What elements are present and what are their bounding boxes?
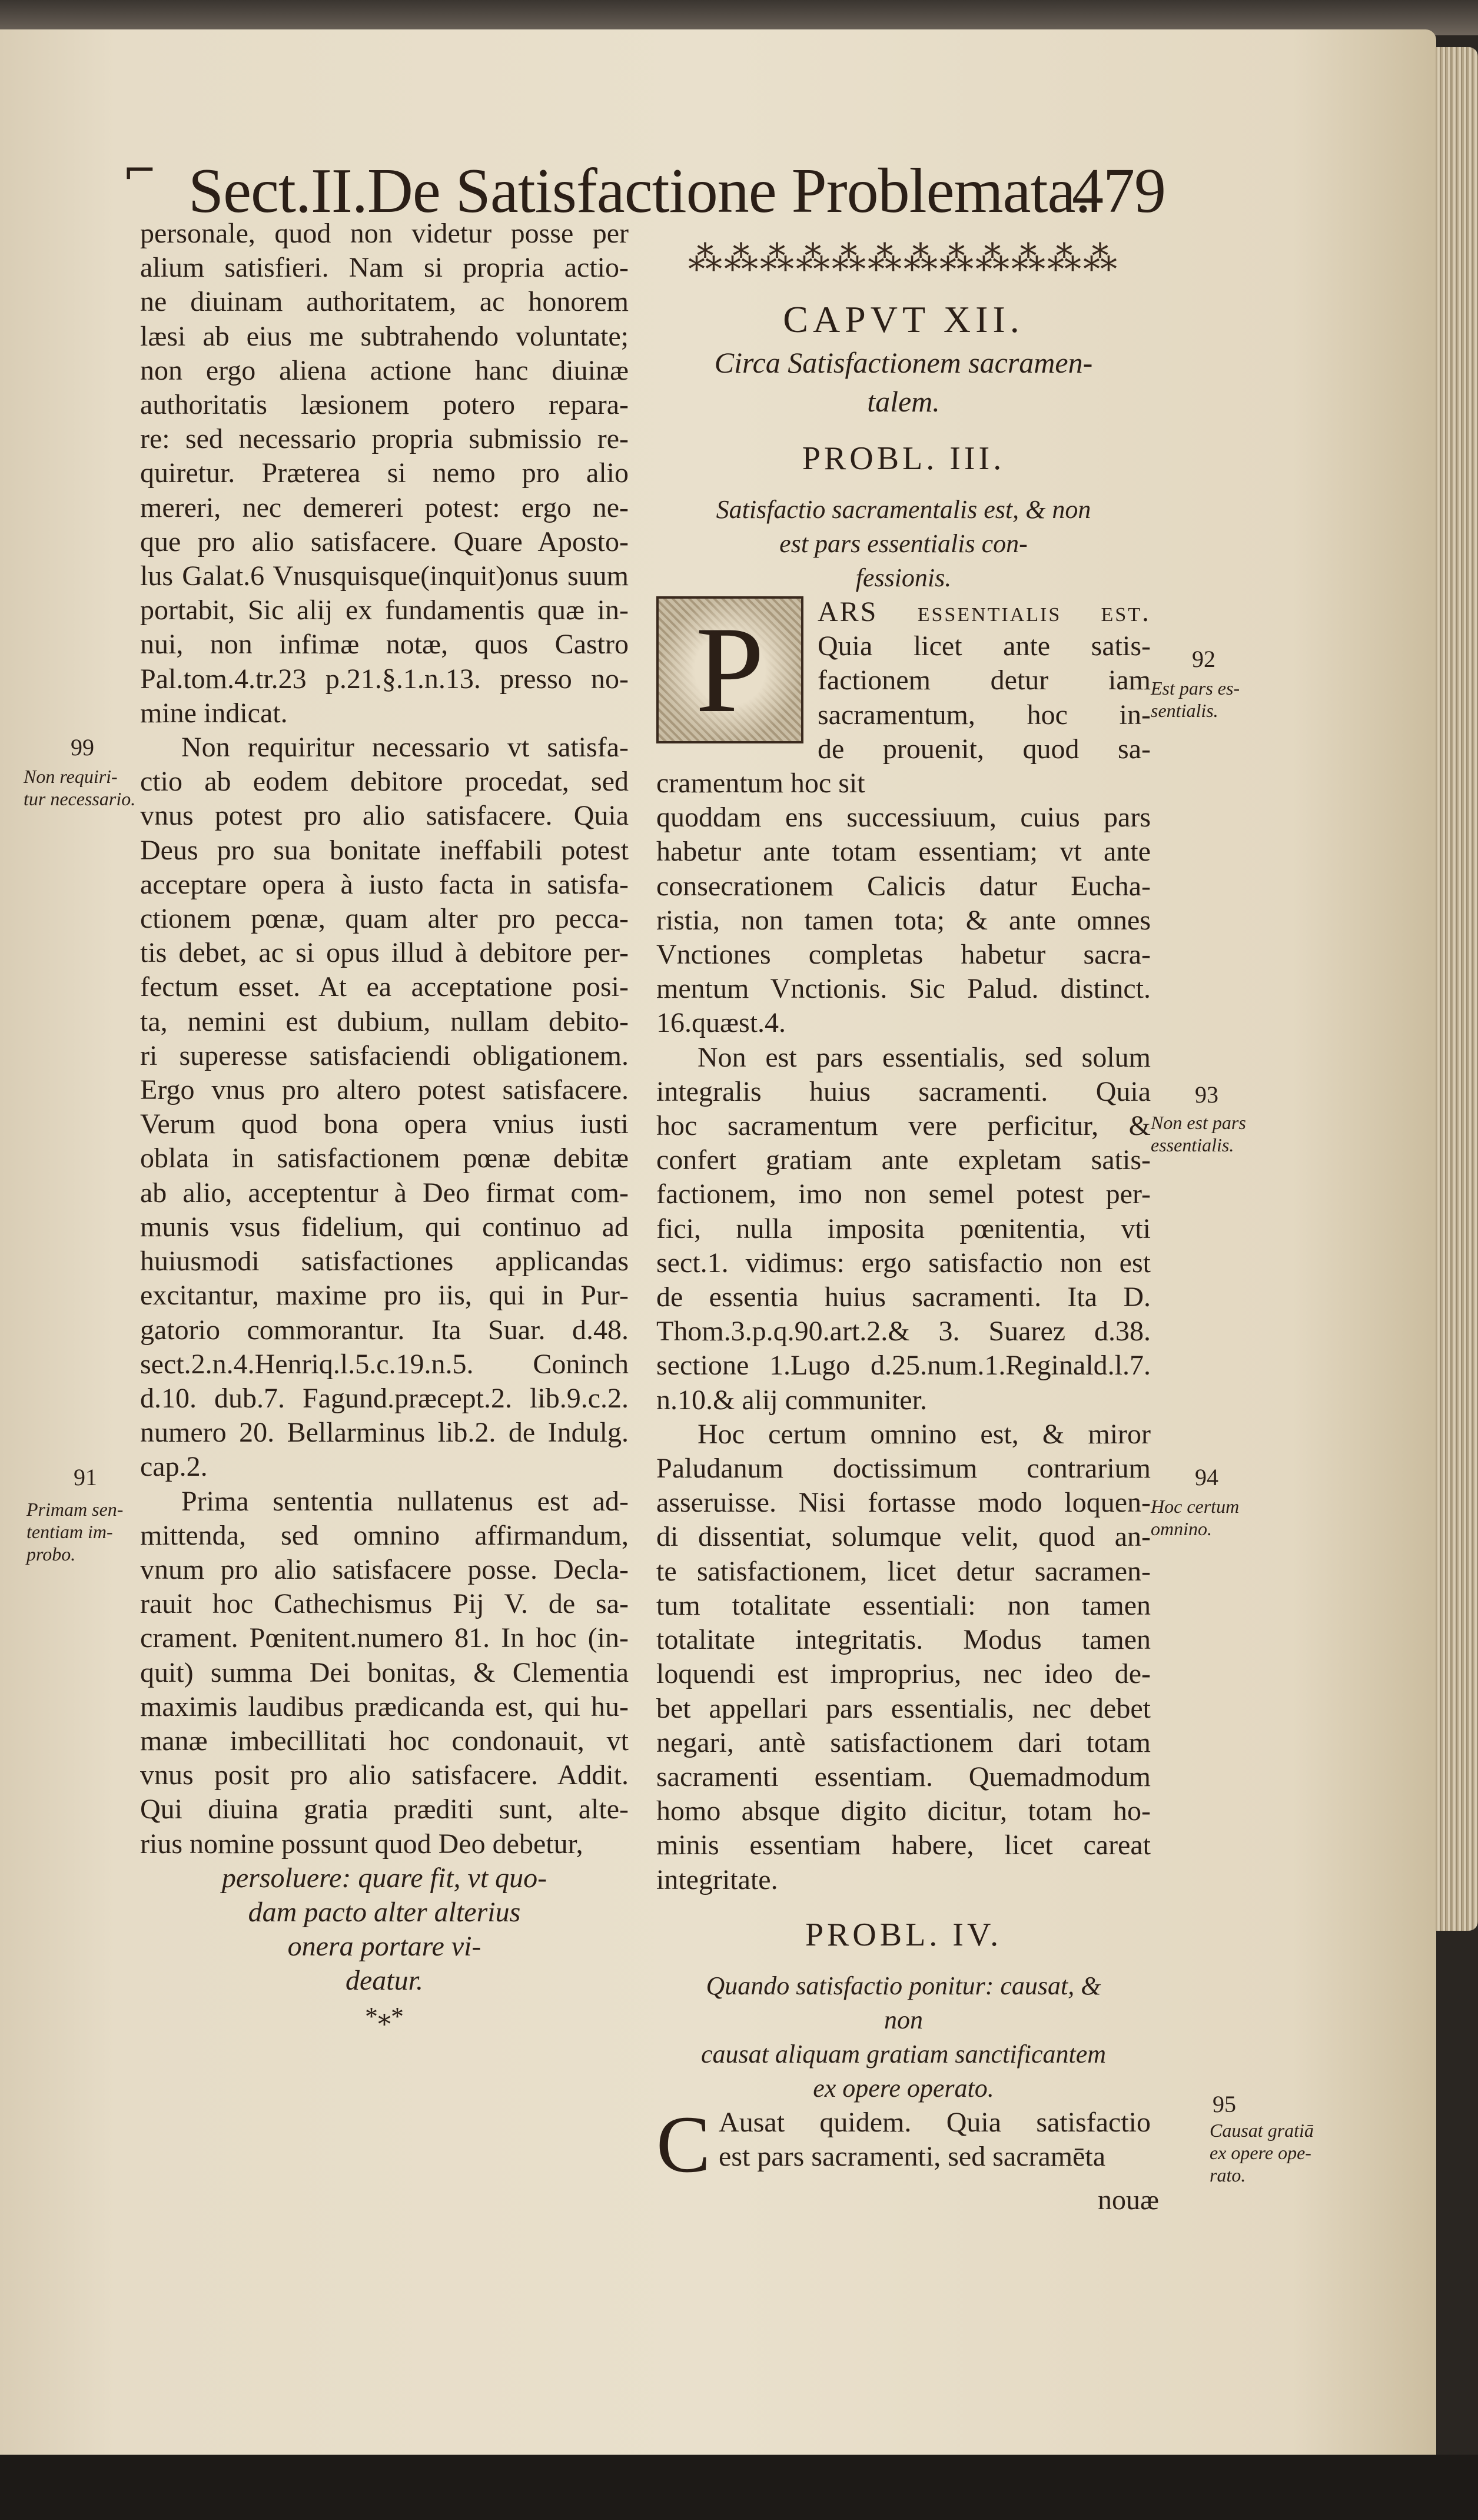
text-line: integralis huius sacramenti. Quia [656, 1075, 1151, 1107]
left-paragraph-1 [140, 217, 629, 731]
margin-note-91: Primam sen- tentiam im- probo. [26, 1499, 124, 1565]
text-line: sectione 1.Lugo d.25.num.1.Reginald.l.7. [656, 1350, 1151, 1382]
left-paragraph-3 [140, 1485, 629, 1861]
text-line: rius nomine possunt quod Deo debetur, [140, 1828, 583, 1860]
margin-number-92: 92 [1192, 646, 1215, 672]
stars-ornament: *⁎* [365, 2001, 404, 2031]
text-line: que pro alio satisfacere. Quare Aposto- [140, 526, 629, 557]
text-line: ri superesse satisfaciendi obligationem. [140, 1040, 629, 1071]
text-line: cap.2. [140, 1451, 208, 1483]
text-line: sacramenti essentiam. Quemadmodum [656, 1761, 1151, 1792]
text-line: factionem, imo non semel potest per- [656, 1178, 1151, 1210]
page-number: 479 [1072, 156, 1165, 226]
margin-note-93: Non est pars essentialis. [1151, 1112, 1246, 1156]
margin-number-94: 94 [1195, 1464, 1218, 1490]
right-paragraph-2 [656, 1041, 1151, 1417]
text-line: d.10. dub.7. Fagund.præcept.2. lib.9.c.2. [140, 1382, 629, 1414]
chapter-title: CAPVT XII. [783, 298, 1024, 340]
margin-note-99: Non requiri- tur necessario. [24, 766, 136, 809]
text-line: læsi ab eius me subtrahendo voluntate; [140, 320, 629, 352]
text-line: ex opere operato. [813, 2073, 994, 2103]
text-line: excitantur, maxime pro iis, qui in Pur- [140, 1280, 629, 1312]
text-line: acceptare opera à iusto facta in satisfa- [140, 868, 629, 900]
problem-3-subtitle [656, 493, 1151, 595]
text-line: confert gratiam ante expletam satis- [656, 1144, 1151, 1176]
text-line: munis vsus fidelium, qui continuo ad [140, 1211, 629, 1243]
text-line: Quando satisfactio ponitur: causat, & non [706, 1971, 1101, 2034]
text-line: sect.2.n.4.Henriq.l.5.c.19.n.5. Coninch [140, 1348, 629, 1380]
text-line: Hoc certum omnino est, & miror [698, 1418, 1151, 1450]
text-line: de prouenit, quod sa- [818, 733, 1151, 765]
initial-c: C [656, 2099, 711, 2189]
margin-number-93: 93 [1195, 1081, 1218, 1108]
text-line: de essentia huius sacramenti. Ita D. [656, 1281, 1151, 1313]
text-line: fici, nulla imposita pœnitentia, vti [656, 1213, 1151, 1244]
text-line: est pars sacramenti, sed sacramēta [719, 2140, 1106, 2172]
right-paragraph-3 [656, 1417, 1151, 1897]
margin-number-95: 95 [1213, 2091, 1236, 2117]
text-line: integritate. [656, 1864, 778, 1895]
text-line: ctio ab eodem debitore procedat, sed [140, 766, 629, 798]
text-line: mereri, nec demereri potest: ergo ne- [140, 492, 629, 523]
text-line: quoddam ens successiuum, cuius pars [656, 802, 1151, 834]
text-line: ctionem pœnæ, quam alter pro pecca- [140, 903, 629, 935]
text-line: hoc sacramentum vere perficitur, & [656, 1110, 1151, 1142]
text-line: deatur. [346, 1965, 423, 1997]
text-line: persoluere: quare fit, vt quo- [221, 1862, 547, 1894]
ornament-band: ⁂⁂⁂⁂⁂⁂⁂⁂⁂⁂⁂⁂ [688, 240, 1119, 278]
text-line: consecrationem Calicis datur Eucha- [656, 870, 1151, 902]
text-line: mittenda, sed omnino affirmandum, [140, 1519, 629, 1551]
text-line: di dissentiat, solumque velit, quod an- [656, 1521, 1151, 1553]
text-line: non ergo aliena actione hanc diuinæ [140, 354, 629, 386]
ornamental-initial: P [656, 596, 803, 743]
margin-note-94: Hoc certum omnino. [1151, 1496, 1240, 1539]
margin-number-99: 99 [71, 734, 94, 761]
text-line: mentum Vnctionis. Sic Palud. distinct. [656, 973, 1151, 1005]
text-line: tis debet, ac si opus illud à debitore per- [140, 937, 629, 969]
text-line: Vnctiones completas habetur sacra- [656, 939, 1151, 971]
text-line: homo absque digito dicitur, totam ho- [656, 1795, 1151, 1827]
bottom-edge [0, 2455, 1478, 2520]
text-line: dam pacto alter alterius [248, 1896, 521, 1928]
running-head [188, 156, 1165, 227]
text-line: fessionis. [855, 563, 952, 592]
margin-number-91: 91 [74, 1464, 97, 1490]
right-paragraph-1-body [656, 801, 1151, 1040]
text-line: Quia licet ante satis- [818, 630, 1151, 662]
text-line: crament. Pœnitent.numero 81. In hoc (in- [140, 1622, 629, 1654]
right-column [656, 238, 1151, 2189]
text-line: Qui diuina gratia præditi sunt, alte- [140, 1794, 629, 1825]
text-line: oblata in satisfactionem pœnæ debitæ [140, 1143, 629, 1174]
text-line: Deus pro sua bonitate ineffabili potest [140, 834, 629, 866]
text-line: maximis laudibus prædicanda est, qui hu- [140, 1691, 629, 1722]
text-line: Pal.tom.4.tr.23 p.21.§.1.n.13. presso no- [140, 663, 629, 695]
text-line: lus Galat.6 Vnusquisque(inquit)onus suum [140, 560, 629, 592]
text-line: vnum pro alio satisfacere posse. Decla- [140, 1553, 629, 1585]
text-line: tum totalitate essentiali: non tamen [656, 1589, 1151, 1621]
text-line: Circa Satisfactionem sacramen- [714, 346, 1093, 379]
text-line: te satisfactionem, licet detur sacramen- [656, 1555, 1151, 1587]
text-line: manæ imbecillitati hoc condonauit, vt [140, 1725, 629, 1757]
text-line: causat aliquam gratiam sanctificantem [700, 2039, 1107, 2069]
left-column [140, 217, 629, 2031]
text-line: sect.1. vidimus: ergo satisfactio non est [656, 1247, 1151, 1279]
problem-4-heading: PROBL. IV. [805, 1916, 1002, 1953]
text-line: onera portare vi- [287, 1931, 481, 1963]
text-line: rauit hoc Cathechismus Pij V. de sa- [140, 1588, 629, 1620]
text-line: quiretur. Præterea si nemo pro alio [140, 457, 629, 489]
text-line: Thom.3.p.q.90.art.2.& 3. Suarez d.38. [656, 1316, 1151, 1347]
left-tail [140, 1861, 629, 1998]
text-line: Prima sententia nullatenus est ad- [181, 1485, 629, 1517]
text-line: loquendi est improprius, nec ideo de- [656, 1658, 1151, 1690]
left-paragraph-2 [140, 731, 629, 1484]
head-mark: ⌐ [122, 147, 157, 195]
text-line: ta, nemini est dubium, nullam debito- [140, 1005, 629, 1037]
page-edges [1436, 47, 1478, 1931]
text-line: Satisfactio sacramentalis est, & non [716, 495, 1091, 524]
text-line: Non est pars essentialis, sed solum [698, 1041, 1151, 1073]
text-line: ristia, non tamen tota; & ante omnes [656, 904, 1151, 936]
problem-4-subtitle [656, 1969, 1151, 2106]
text-line: vnus posit pro alio satisfacere. Addit. [140, 1759, 629, 1791]
text-line: Ergo vnus pro altero potest satisfacere. [140, 1074, 629, 1106]
right-paragraph-1 [656, 595, 1151, 1041]
text-line: numero 20. Bellarminus lib.2. de Indulg. [140, 1417, 629, 1449]
text-line: re: sed necessario propria submissio re- [140, 423, 629, 455]
text-line: Verum quod bona opera vnius iusti [140, 1108, 629, 1140]
text-line: est pars essentialis con- [779, 529, 1028, 558]
text-line: authoritatis læsionem potero repara- [140, 389, 629, 421]
text-line: bet appellari pars essentialis, nec debet [656, 1692, 1151, 1724]
text-line: Ausat quidem. Quia satisfactio [719, 2106, 1151, 2138]
text-line: n.10.& alij communiter. [656, 1384, 927, 1416]
margin-note-95: Causat gratiā ex opere ope- rato. [1210, 2120, 1314, 2186]
text-line: asseruisse. Nisi fortasse modo loquen- [656, 1487, 1151, 1519]
text-line: totalitate integritatis. Modus tamen [656, 1624, 1151, 1656]
text-line: nui, non infimæ notæ, quos Castro [140, 629, 629, 660]
catchword: nouæ [1098, 2184, 1160, 2216]
problem-3-heading: PROBL. III. [802, 440, 1005, 477]
text-line: Paludanum doctissimum contrarium [656, 1453, 1151, 1485]
text-line: habetur ante totam essentiam; vt ante [656, 836, 1151, 868]
chapter-subtitle [656, 343, 1151, 421]
text-line: portabit, Sic alij ex fundamentis quæ in- [140, 595, 629, 626]
text-line: cramentum hoc sit [656, 768, 865, 799]
text-line: personale, quod non videtur posse per [140, 218, 629, 249]
text-line: minis essentiam habere, licet careat [656, 1830, 1151, 1861]
margin-note-92: Est pars es- sentialis. [1151, 678, 1240, 721]
text-line: ab alio, acceptentur à Deo firmat com- [140, 1177, 629, 1208]
text-line: negari, antè satisfactionem dari totam [656, 1727, 1151, 1758]
text-line: 16.quæst.4. [656, 1007, 786, 1039]
text-line: ARS essentialis est. [818, 596, 1151, 627]
text-line: huiusmodi satisfactiones applicandas [140, 1246, 629, 1277]
text-line: talem. [867, 385, 940, 418]
running-head-title: Sect.II.De Satisfactione Problemata. [188, 156, 1091, 226]
text-line: vnus potest pro alio satisfacere. Quia [140, 800, 629, 832]
text-line: factionem detur iam [818, 665, 1151, 696]
text-line: Non requiritur necessario vt satisfa- [181, 732, 629, 763]
text-line: mine indicat. [140, 697, 288, 729]
text-line: quit) summa Dei bonitas, & Clementia [140, 1656, 629, 1688]
right-paragraph-4-body [656, 2106, 1151, 2174]
text-line: ne diuinam authoritatem, ac honorem [140, 286, 629, 318]
right-paragraph-4 [656, 2099, 1151, 2189]
text-line: fectum esset. At ea acceptatione posi- [140, 971, 629, 1003]
text-line: sacramentum, hoc in- [818, 699, 1151, 731]
text-line: alium satisfieri. Nam si propria actio- [140, 252, 629, 284]
text-line: gatorio commorantur. Ita Suar. d.48. [140, 1314, 629, 1346]
